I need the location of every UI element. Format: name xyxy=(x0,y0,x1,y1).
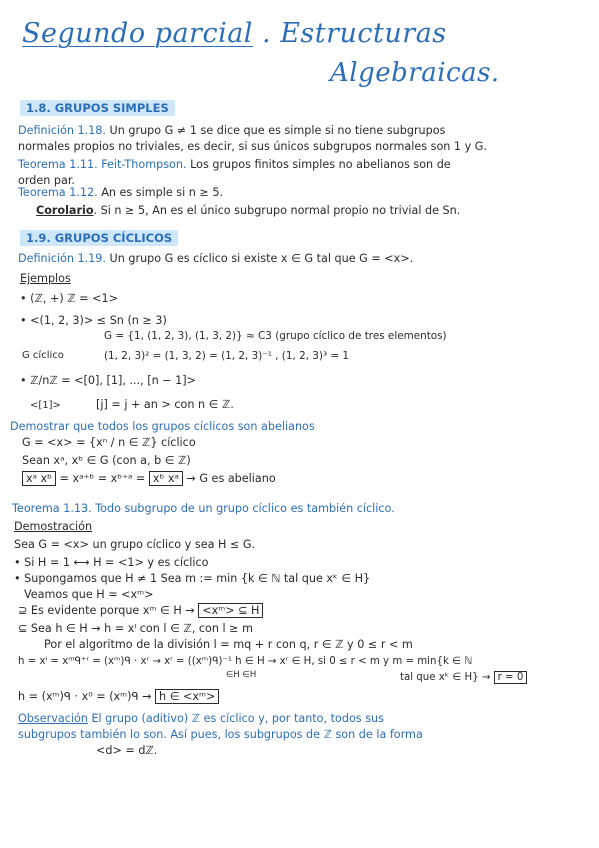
demo-line-8: h = xˡ = xᵐᑫ⁺ʳ = (xᵐ)ᑫ · xʳ → xʳ = ((xᵐ)ᑫ)⁻¹ h ∈ H → xʳ ∈ H, si 0 ≤ r < m y m = min{k ∈ ℕ xyxy=(18,656,473,667)
demo-line-9 xyxy=(18,690,219,703)
page-subtitle: Algebraicas. xyxy=(330,58,500,88)
proof-line-3 xyxy=(22,472,276,485)
demo-line-8-sub: ∈H ∈H xyxy=(226,670,257,680)
title-dot: . xyxy=(262,18,272,49)
observation-text: El grupo (aditivo) ℤ es cíclico y, por tanto, todos sus xyxy=(91,712,384,725)
definition-1-19 xyxy=(18,252,413,265)
demo-line-2: • Si H = 1 ⟷ H = <1> y es cíclico xyxy=(14,556,209,569)
example-3: • ℤ/nℤ = <[0], [1], ..., [n − 1]> xyxy=(20,374,197,387)
boxed-expression: xᵃ xᵇ xyxy=(22,471,56,486)
example-2-detail: G = {1, (1, 2, 3), (1, 3, 2)} ≈ C3 (grupo cíclico de tres elementos) xyxy=(104,330,447,342)
example-3-detail: [j] = j + an > con n ∈ ℤ. xyxy=(96,398,234,411)
section-heading-grupos-ciclicos: 1.9. GRUPOS CÍCLICOS xyxy=(20,230,178,246)
observation xyxy=(18,712,384,725)
boxed-expression: <xᵐ> ⊆ H xyxy=(198,603,263,618)
observation-cont: subgrupos también lo son. Así pues, los subgrupos de ℤ son de la forma xyxy=(18,728,423,741)
corollary xyxy=(36,204,460,217)
demo-text: h = (xᵐ)ᑫ · x⁰ = (xᵐ)ᑫ → xyxy=(18,690,152,703)
theorem-1-13 xyxy=(12,502,395,515)
demo-line-3: • Supongamos que H ≠ 1 Sea m := min {k ∈ ℕ tal que xᵏ ∈ H} xyxy=(14,572,371,585)
demonstration-label: Demostración xyxy=(14,520,93,533)
title-part1: Segundo parcial xyxy=(22,18,253,49)
theorem-label: Teorema 1.11. Feit-Thompson. xyxy=(18,158,187,171)
proof-conclusion: → G es abeliano xyxy=(186,472,276,485)
proof-equality: = xᵃ⁺ᵇ = xᵇ⁺ᵃ = xyxy=(59,472,146,485)
corollary-label: Corolario xyxy=(36,204,94,217)
demo-line-5 xyxy=(18,604,263,617)
theorem-1-11 xyxy=(18,158,451,171)
example-3-sub: <[1]> xyxy=(30,400,61,411)
proof-line-1: G = <x> = {xⁿ / n ∈ ℤ} cíclico xyxy=(22,436,196,449)
example-1: • (ℤ, +) ℤ = <1> xyxy=(20,292,118,305)
boxed-expression: xᵇ xᵃ xyxy=(149,471,183,486)
definition-text: Un grupo G es cíclico si existe x ∈ G tal que G = <x>. xyxy=(109,252,414,265)
demo-line-6: ⊆ Sea h ∈ H → h = xˡ con l ∈ ℤ, con l ≥ m xyxy=(18,622,253,635)
theorem-text: Todo subgrupo de un grupo cíclico es también cíclico. xyxy=(95,502,395,515)
proof-intro: Demostrar que todos los grupos cíclicos son abelianos xyxy=(10,420,315,433)
definition-1-18 xyxy=(18,124,445,137)
demo-line-8b xyxy=(400,672,527,683)
title-part2: Estructuras xyxy=(280,18,447,49)
example-2: • <(1, 2, 3)> ≤ Sn (n ≥ 3) xyxy=(20,314,167,327)
demo-text: ⊇ Es evidente porque xᵐ ∈ H → xyxy=(18,604,195,617)
demo-line-4: Veamos que H = <xᵐ> xyxy=(24,588,154,601)
observation-cont-2: <d> = dℤ. xyxy=(96,744,158,757)
definition-label: Definición 1.18. xyxy=(18,124,106,137)
example-2-sub: G cíclico xyxy=(22,350,64,361)
definition-label: Definición 1.19. xyxy=(18,252,106,265)
boxed-expression: h ∈ <xᵐ> xyxy=(155,689,219,704)
demo-line-7: Por el algoritmo de la división l = mq + r con q, r ∈ ℤ y 0 ≤ r < m xyxy=(44,638,413,651)
observation-label: Observación xyxy=(18,712,88,725)
theorem-1-11-cont: orden par. xyxy=(18,174,75,187)
definition-text: Un grupo G ≠ 1 se dice que es simple si no tiene subgrupos xyxy=(109,124,446,137)
section-heading-grupos-simples: 1.8. GRUPOS SIMPLES xyxy=(20,100,175,116)
definition-1-18-cont: normales propios no triviales, es decir, si sus únicos subgrupos normales son 1 y G. xyxy=(18,140,488,153)
proof-line-2: Sean xᵃ, xᵇ ∈ G (con a, b ∈ ℤ) xyxy=(22,454,191,467)
theorem-1-12 xyxy=(18,186,223,199)
theorem-label: Teorema 1.13. xyxy=(12,502,92,515)
page-title xyxy=(22,18,447,49)
corollary-text: . Si n ≥ 5, An es el único subgrupo normal propio no trivial de Sn. xyxy=(93,204,461,217)
theorem-text: An es simple si n ≥ 5. xyxy=(101,186,224,199)
theorem-text: Los grupos finitos simples no abelianos son de xyxy=(190,158,451,171)
examples-label: Ejemplos xyxy=(20,272,71,285)
example-2-detail-2: (1, 2, 3)² = (1, 3, 2) = (1, 2, 3)⁻¹ , (1, 2, 3)³ = 1 xyxy=(104,350,350,362)
theorem-label: Teorema 1.12. xyxy=(18,186,98,199)
demo-text: tal que xᵏ ∈ H} → xyxy=(400,672,491,683)
demo-line-1: Sea G = <x> un grupo cíclico y sea H ≤ G. xyxy=(14,538,256,551)
boxed-expression: r = 0 xyxy=(494,671,528,684)
